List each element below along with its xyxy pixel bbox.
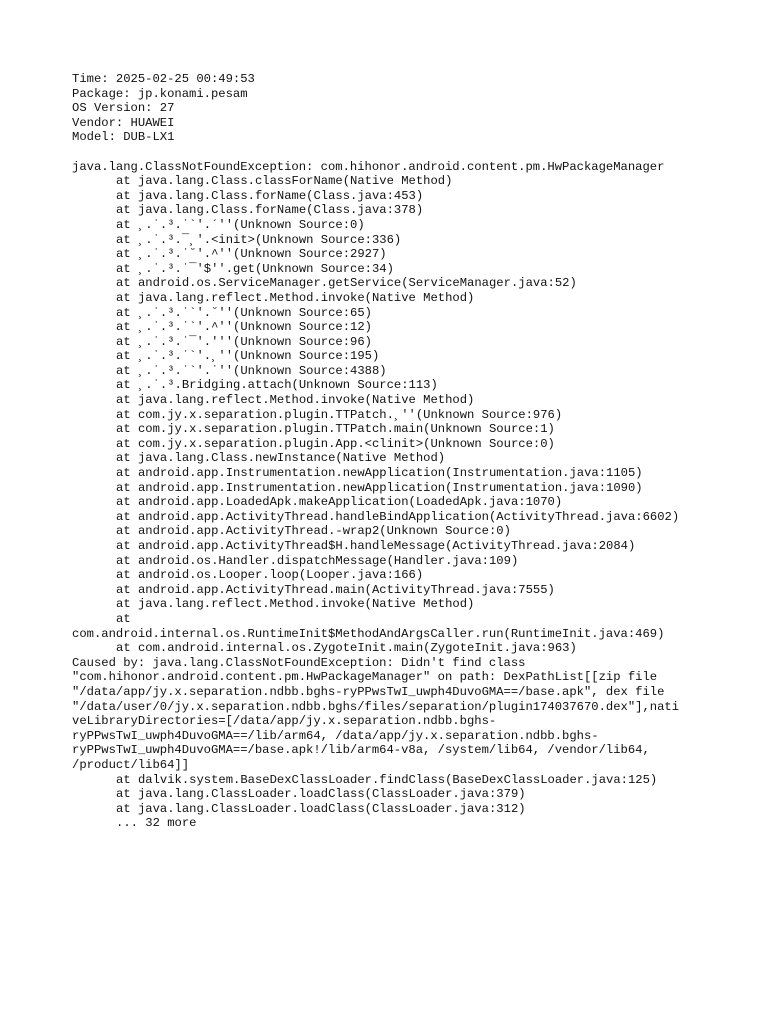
- os-version-line: OS Version: 27: [72, 101, 175, 116]
- stack-frame: at ¸.˙.³.˙¯'$''.get(Unknown Source:34): [116, 261, 394, 276]
- stack-frame: at java.lang.Class.newInstance(Native Method): [116, 451, 446, 466]
- stack-frame: at ¸.˙.³.˙`'.˙''(Unknown Source:4388): [116, 363, 387, 378]
- stack-frame: at ¸.˙.³.˙˘'.^''(Unknown Source:2927): [116, 247, 387, 262]
- stack-frame: at com.jy.x.separation.plugin.App.<clinit>(Unknown Source:0): [116, 436, 555, 451]
- caused-by-message: [72, 656, 712, 773]
- stack-frame: at java.lang.ClassLoader.loadClass(ClassLoader.java:312): [116, 801, 526, 816]
- stack-frame: at ¸.˙.³.˙`'.^''(Unknown Source:12): [116, 320, 372, 335]
- stack-frame: at java.lang.Class.forName(Class.java:453): [116, 188, 424, 203]
- caused-by-line: "/data/user/0/jy.x.separation.ndbb.bghs/files/separation/plugin174037670.dex"],nati: [72, 699, 680, 714]
- stack-frame: at java.lang.Class.classForName(Native Method): [116, 174, 453, 189]
- exception-title: java.lang.ClassNotFoundException: com.hihonor.android.content.pm.HwPackageManager: [72, 159, 665, 174]
- caused-by-line: "com.hihonor.android.content.pm.HwPackageManager" on path: DexPathList[[zip file: [72, 670, 658, 685]
- stack-frame: at java.lang.ClassLoader.loadClass(ClassLoader.java:379): [116, 787, 526, 802]
- stack-frame: at ¸.˙.³.˙`'.˘''(Unknown Source:65): [116, 305, 372, 320]
- stack-frame: at java.lang.reflect.Method.invoke(Native Method): [116, 597, 475, 612]
- stack-frame: at android.os.Looper.loop(Looper.java:166): [116, 568, 424, 583]
- caused-by-line: "/data/app/jy.x.separation.ndbb.bghs-ryPPwsTwI_uwph4DuvoGMA==/base.apk", dex file: [72, 684, 665, 699]
- crash-report: [72, 72, 712, 831]
- stack-frame: at java.lang.reflect.Method.invoke(Native Method): [116, 290, 475, 305]
- package-line: Package: jp.konami.pesam: [72, 86, 248, 101]
- stack-frame: at java.lang.Class.forName(Class.java:378): [116, 203, 424, 218]
- stack-frame: at android.app.ActivityThread$H.handleMessage(ActivityThread.java:2084): [116, 539, 636, 553]
- model-line: Model: DUB-LX1: [72, 130, 175, 145]
- stack-frame: at ¸.˙.³.˙`'.´''(Unknown Source:0): [116, 217, 365, 232]
- caused-by-line: ryPPwsTwI_uwph4DuvoGMA==/lib/arm64, /data/app/jy.x.separation.ndbb.bghs-: [72, 728, 599, 743]
- stack-frame: ... 32 more: [116, 816, 197, 831]
- stack-frame: at java.lang.reflect.Method.invoke(Native Method): [116, 393, 475, 408]
- stack-frame: at android.os.ServiceManager.getService(ServiceManager.java:52): [116, 276, 577, 291]
- caused-by-line: veLibraryDirectories=[/data/app/jy.x.separation.ndbb.bghs-: [72, 714, 497, 729]
- vendor-line: Vendor: HUAWEI: [72, 115, 175, 130]
- exception-stack-trace: [72, 174, 712, 626]
- spacer: [72, 145, 712, 160]
- stack-frame: at android.app.ActivityThread.handleBindApplication(ActivityThread.java:6602): [116, 509, 680, 524]
- stack-frame: at android.app.ActivityThread.-wrap2(Unknown Source:0): [116, 524, 511, 539]
- stack-frame: at ¸.˙.³.¯¸'.<init>(Unknown Source:336): [116, 232, 402, 247]
- stack-frame: at: [116, 611, 131, 626]
- stack-frame: at dalvik.system.BaseDexClassLoader.findClass(BaseDexClassLoader.java:125): [116, 772, 658, 787]
- stack-frame: at com.jy.x.separation.plugin.TTPatch.¸''(Unknown Source:976): [116, 407, 563, 422]
- stack-frame: at ¸.˙.³.˙¯'.'''(Unknown Source:96): [116, 334, 372, 349]
- caused-by-stack-trace: [72, 773, 712, 831]
- stack-frame: at android.os.Handler.dispatchMessage(Handler.java:109): [116, 553, 519, 568]
- stack-frame-last: at com.android.internal.os.ZygoteInit.main(ZygoteInit.java:963): [116, 641, 577, 656]
- caused-by-line: Caused by: java.lang.ClassNotFoundException: Didn't find class: [72, 655, 526, 670]
- stack-frame-wrapped: com.android.internal.os.RuntimeInit$MethodAndArgsCaller.run(RuntimeInit.java:469): [72, 626, 665, 641]
- time-line: Time: 2025-02-25 00:49:53: [72, 72, 255, 86]
- stack-frame: at ¸.˙.³.Bridging.attach(Unknown Source:113): [116, 378, 438, 393]
- stack-frame: at android.app.ActivityThread.main(ActivityThread.java:7555): [116, 582, 555, 597]
- stack-frame: at com.jy.x.separation.plugin.TTPatch.main(Unknown Source:1): [116, 422, 555, 437]
- stack-frame: at android.app.LoadedApk.makeApplication(LoadedApk.java:1070): [116, 495, 563, 510]
- caused-by-line: ryPPwsTwI_uwph4DuvoGMA==/base.apk!/lib/arm64-v8a, /system/lib64, /vendor/lib64,: [72, 743, 650, 758]
- caused-by-line: /product/lib64]]: [72, 757, 190, 772]
- stack-frame: at android.app.Instrumentation.newApplication(Instrumentation.java:1090): [116, 480, 643, 495]
- stack-frame: at ¸.˙.³.˙`'.¸''(Unknown Source:195): [116, 349, 380, 364]
- stack-frame: at android.app.Instrumentation.newApplication(Instrumentation.java:1105): [116, 466, 643, 481]
